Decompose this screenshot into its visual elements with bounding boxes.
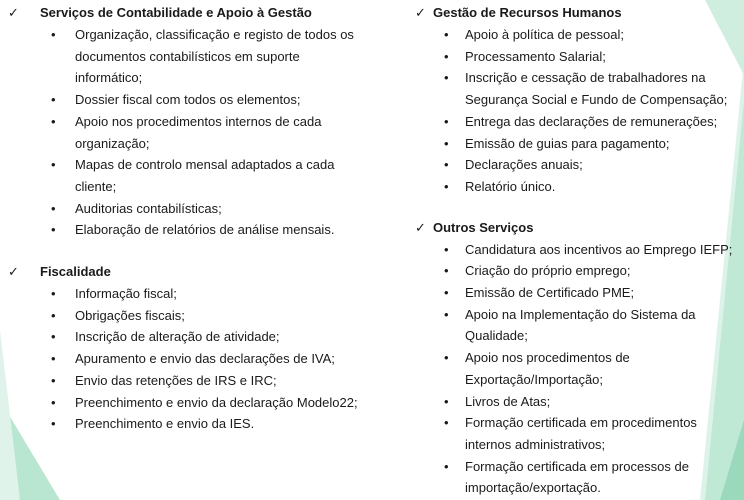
section-fiscalidade [0, 261, 372, 435]
bullet-icon: • [51, 286, 56, 302]
list-item: • Informação fiscal; [0, 283, 372, 305]
list-item: • Formação certificada em processos de importação/exportação. [409, 456, 744, 499]
list-item: • Processamento Salarial; [409, 46, 744, 68]
list-item: • Envio das retenções de IRS e IRC; [0, 370, 372, 392]
section-title [409, 217, 744, 239]
checkmark-icon: ✓ [8, 5, 19, 20]
list-item: • Preenchimento e envio da declaração Modelo22; [0, 392, 372, 414]
bullet-icon: • [51, 27, 56, 42]
section-outros-servicos [409, 217, 744, 499]
list-item: • Organização, classificação e registo de todos os documentos contabilísticos em suporte informático; [0, 24, 372, 89]
bullet-list [409, 24, 744, 198]
right-column [409, 0, 744, 499]
bullet-icon: • [444, 178, 449, 194]
checkmark-icon: ✓ [415, 5, 426, 20]
list-item: • Livros de Atas; [409, 391, 744, 413]
section-title [0, 2, 372, 24]
bullet-icon: • [51, 200, 56, 216]
section-title-text: Serviços de Contabilidade e Apoio à Gestão [40, 5, 312, 20]
list-item: • Apoio nos procedimentos internos de cada organização; [0, 111, 372, 154]
list-item: • Dossier fiscal com todos os elementos; [0, 89, 372, 111]
left-column [0, 0, 372, 435]
list-item: • Criação do próprio emprego; [409, 260, 744, 282]
bullet-icon: • [444, 157, 449, 173]
section-recursos-humanos [409, 2, 744, 198]
list-item: • Entrega das declarações de remunerações; [409, 111, 744, 133]
bullet-icon: • [444, 113, 449, 129]
list-item: • Apuramento e envio das declarações de IVA; [0, 348, 372, 370]
bullet-icon: • [51, 157, 56, 173]
bullet-icon: • [444, 135, 449, 151]
list-item: • Formação certificada em procedimentos internos administrativos; [409, 412, 744, 455]
bullet-icon: • [51, 113, 56, 129]
checkmark-icon: ✓ [8, 264, 19, 280]
section-title [0, 261, 372, 283]
list-item: • Auditorias contabilísticas; [0, 198, 372, 220]
bullet-icon: • [51, 394, 56, 410]
bullet-icon: • [444, 350, 449, 366]
bullet-icon: • [444, 458, 449, 474]
list-item: • Mapas de controlo mensal adaptados a cada cliente; [0, 154, 372, 197]
list-item: • Obrigações fiscais; [0, 305, 372, 327]
bullet-list [0, 24, 372, 241]
bullet-icon: • [51, 416, 56, 432]
section-title [409, 2, 744, 24]
bullet-icon: • [51, 307, 56, 323]
bullet-icon: • [444, 27, 449, 42]
bullet-icon: • [51, 329, 56, 345]
bullet-list [409, 239, 744, 499]
list-item: • Inscrição e cessação de trabalhadores na Segurança Social e Fundo de Compensação; [409, 67, 744, 110]
section-title-text: Fiscalidade [40, 264, 111, 280]
list-item: • Apoio nos procedimentos de Exportação/Importação; [409, 347, 744, 390]
bullet-icon: • [444, 263, 449, 279]
bullet-icon: • [444, 285, 449, 301]
bullet-icon: • [444, 306, 449, 322]
bullet-icon: • [51, 92, 56, 108]
list-item: • Emissão de guias para pagamento; [409, 133, 744, 155]
section-title-text: Outros Serviços [433, 219, 534, 235]
list-item: • Candidatura aos incentivos ao Emprego IEFP; [409, 239, 744, 261]
bullet-icon: • [51, 372, 56, 388]
list-item: • Inscrição de alteração de atividade; [0, 326, 372, 348]
list-item: • Relatório único. [409, 176, 744, 198]
section-title-text: Gestão de Recursos Humanos [433, 5, 622, 20]
list-item: • Apoio à política de pessoal; [409, 24, 744, 46]
bullet-list [0, 283, 372, 435]
bullet-icon: • [444, 415, 449, 431]
checkmark-icon: ✓ [415, 219, 426, 235]
bullet-icon: • [444, 70, 449, 86]
list-item: • Emissão de Certificado PME; [409, 282, 744, 304]
bullet-icon: • [444, 48, 449, 64]
bullet-icon: • [444, 393, 449, 409]
list-item: • Declarações anuais; [409, 154, 744, 176]
bullet-icon: • [51, 351, 56, 367]
list-item: • Preenchimento e envio da IES. [0, 413, 372, 435]
list-item: • Elaboração de relatórios de análise mensais. [0, 219, 372, 241]
bullet-icon: • [51, 222, 56, 238]
list-item: • Apoio na Implementação do Sistema da Qualidade; [409, 304, 744, 347]
bullet-icon: • [444, 241, 449, 257]
section-contabilidade [0, 2, 372, 241]
